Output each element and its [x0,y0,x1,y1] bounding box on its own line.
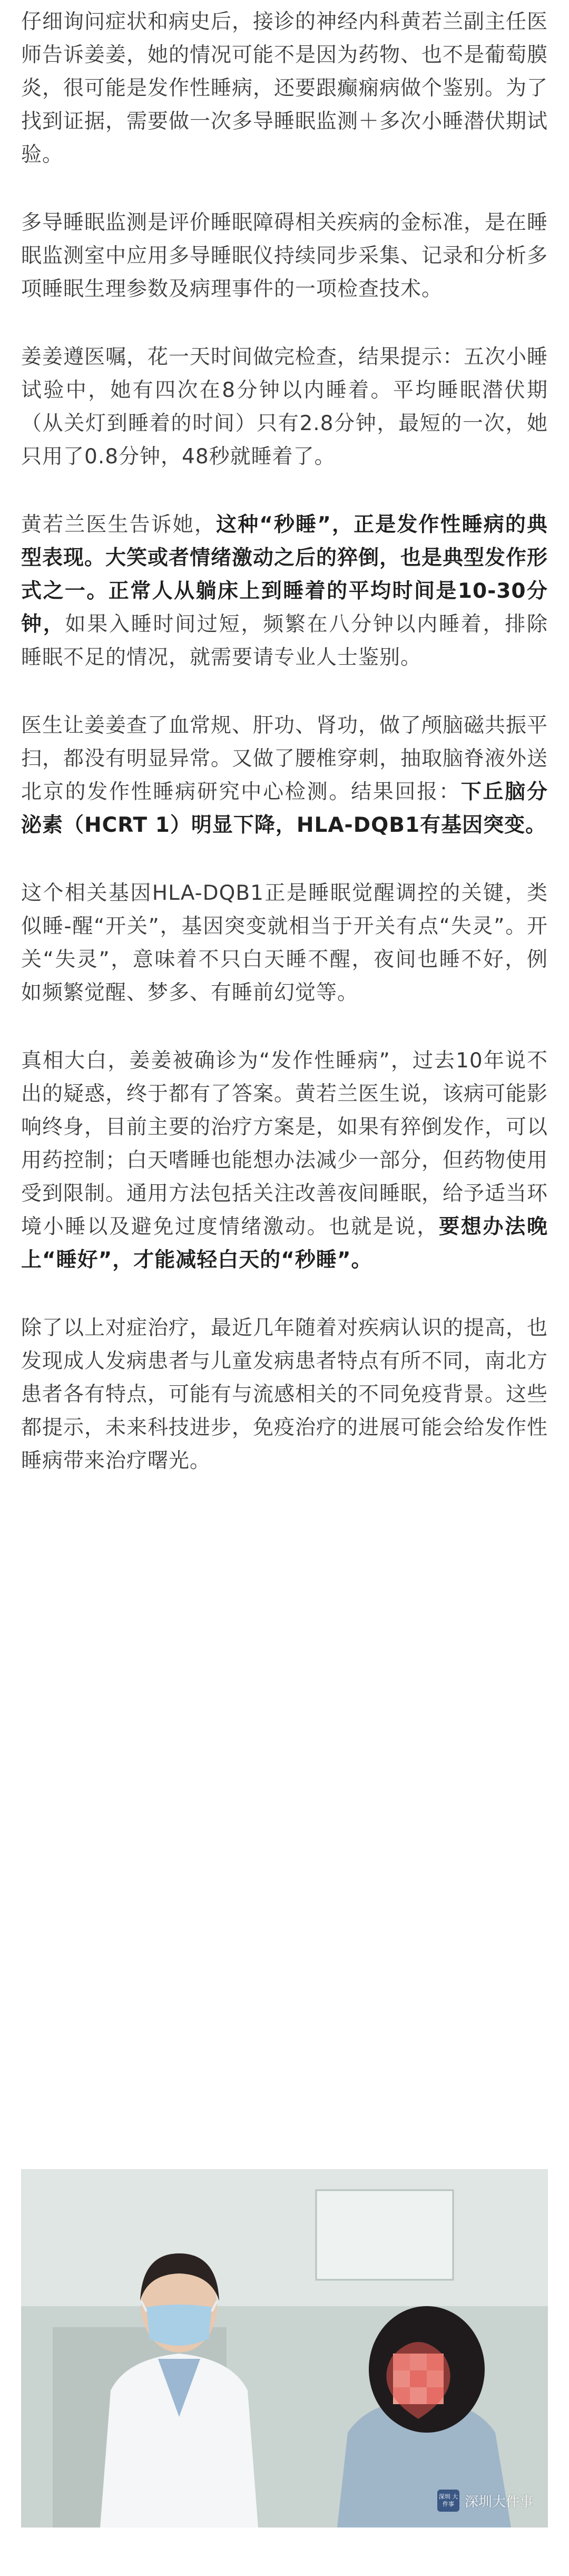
paragraph-4 [21,508,548,674]
watermark-text: 深圳大件事 [464,2494,533,2510]
paragraph-4-highlight: 这种“秒睡”，正是发作性睡病的典型表现。大笑或者情绪激动之后的猝倒，也是典型发作形式之一。正常人从躺床上到睡着的平均时间是10-30分钟， [21,513,548,636]
watermark [437,2490,533,2512]
paragraph-4-lead: 黄若兰医生告诉她， [21,513,217,537]
paragraph-1: 仔细询问症状和病史后，接诊的神经内科黄若兰副主任医师告诉姜姜，她的情况可能不是因为药物、也不是葡萄膜炎，很可能是发作性睡病，还要跟癫痫病做个鉴别。为了找到证据，需要做一次多导睡眠监测＋多次小睡潜伏期试验。 [21,10,548,167]
paragraph-7-highlight: 要想办法晚上“睡好”，才能减轻白天的“秒睡”。 [21,1215,548,1272]
paragraph-8: 除了以上对症治疗，最近几年随着对疾病认识的提高，也发现成人发病患者与儿童发病患者特点有所不同，南北方患者各有特点，可能有与流感相关的不同免疫背景。这些都提示，未来科技进步，免疫治疗的进展可能会给发作性睡病带来治疗曙光。 [21,1316,548,1473]
paragraph-5-lead: 医生让姜姜查了血常规、肝功、肾功，做了颅脑磁共振平扫，都没有明显异常。又做了腰椎穿刺，抽取脑脊液外送北京的发作性睡病研究中心检测。结果回报： [21,714,548,804]
paragraph-2: 多导睡眠监测是评价睡眠障碍相关疾病的金标准，是在睡眠监测室中应用多导睡眠仪持续同步采集、记录和分析多项睡眠生理参数及病理事件的一项检查技术。 [21,211,548,301]
paragraph-5 [21,709,548,842]
paragraph-5-highlight: 下丘脑分泌素（HCRT 1）明显下降，HLA-DQB1有基因突变。 [21,780,548,837]
paragraph-7 [21,1044,548,1277]
paragraph-4-tail: 如果入睡时间过短，频繁在八分钟以内睡着，排除睡眠不足的情况，就需要请专业人士鉴别。 [21,613,548,669]
watermark-logo: 深圳 大件事 [437,2490,459,2512]
consultation-photo [21,2169,548,2528]
paragraph-6: 这个相关基因HLA-DQB1正是睡眠觉醒调控的关键，类似睡-醒“开关”，基因突变就相当于开关有点“失灵”。开关“失灵”，意味着不只白天睡不醒，夜间也睡不好，例如频繁觉醒、梦多、有睡前幻觉等。 [21,881,548,1005]
photo-illustration [21,2169,548,2528]
paragraph-3: 姜姜遵医嘱，花一天时间做完检查，结果提示：五次小睡试验中，她有四次在8分钟以内睡着。平均睡眠潜伏期（从关灯到睡着的时间）只有2.8分钟，最短的一次，她只用了0.8分钟，48秒就睡着了。 [21,345,548,469]
paragraph-7-lead: 真相大白，姜姜被确诊为“发作性睡病”，过去10年说不出的疑惑，终于都有了答案。黄若兰医生说，该病可能影响终身，目前主要的治疗方案是，如果有猝倒发作，可以用药控制；白天嗜睡也能想办法减少一部分，但药物使用受到限制。通用方法包括关注改善夜间睡眠，给予适当环境小睡以及避免过度情绪激动。也就是说， [21,1049,548,1239]
